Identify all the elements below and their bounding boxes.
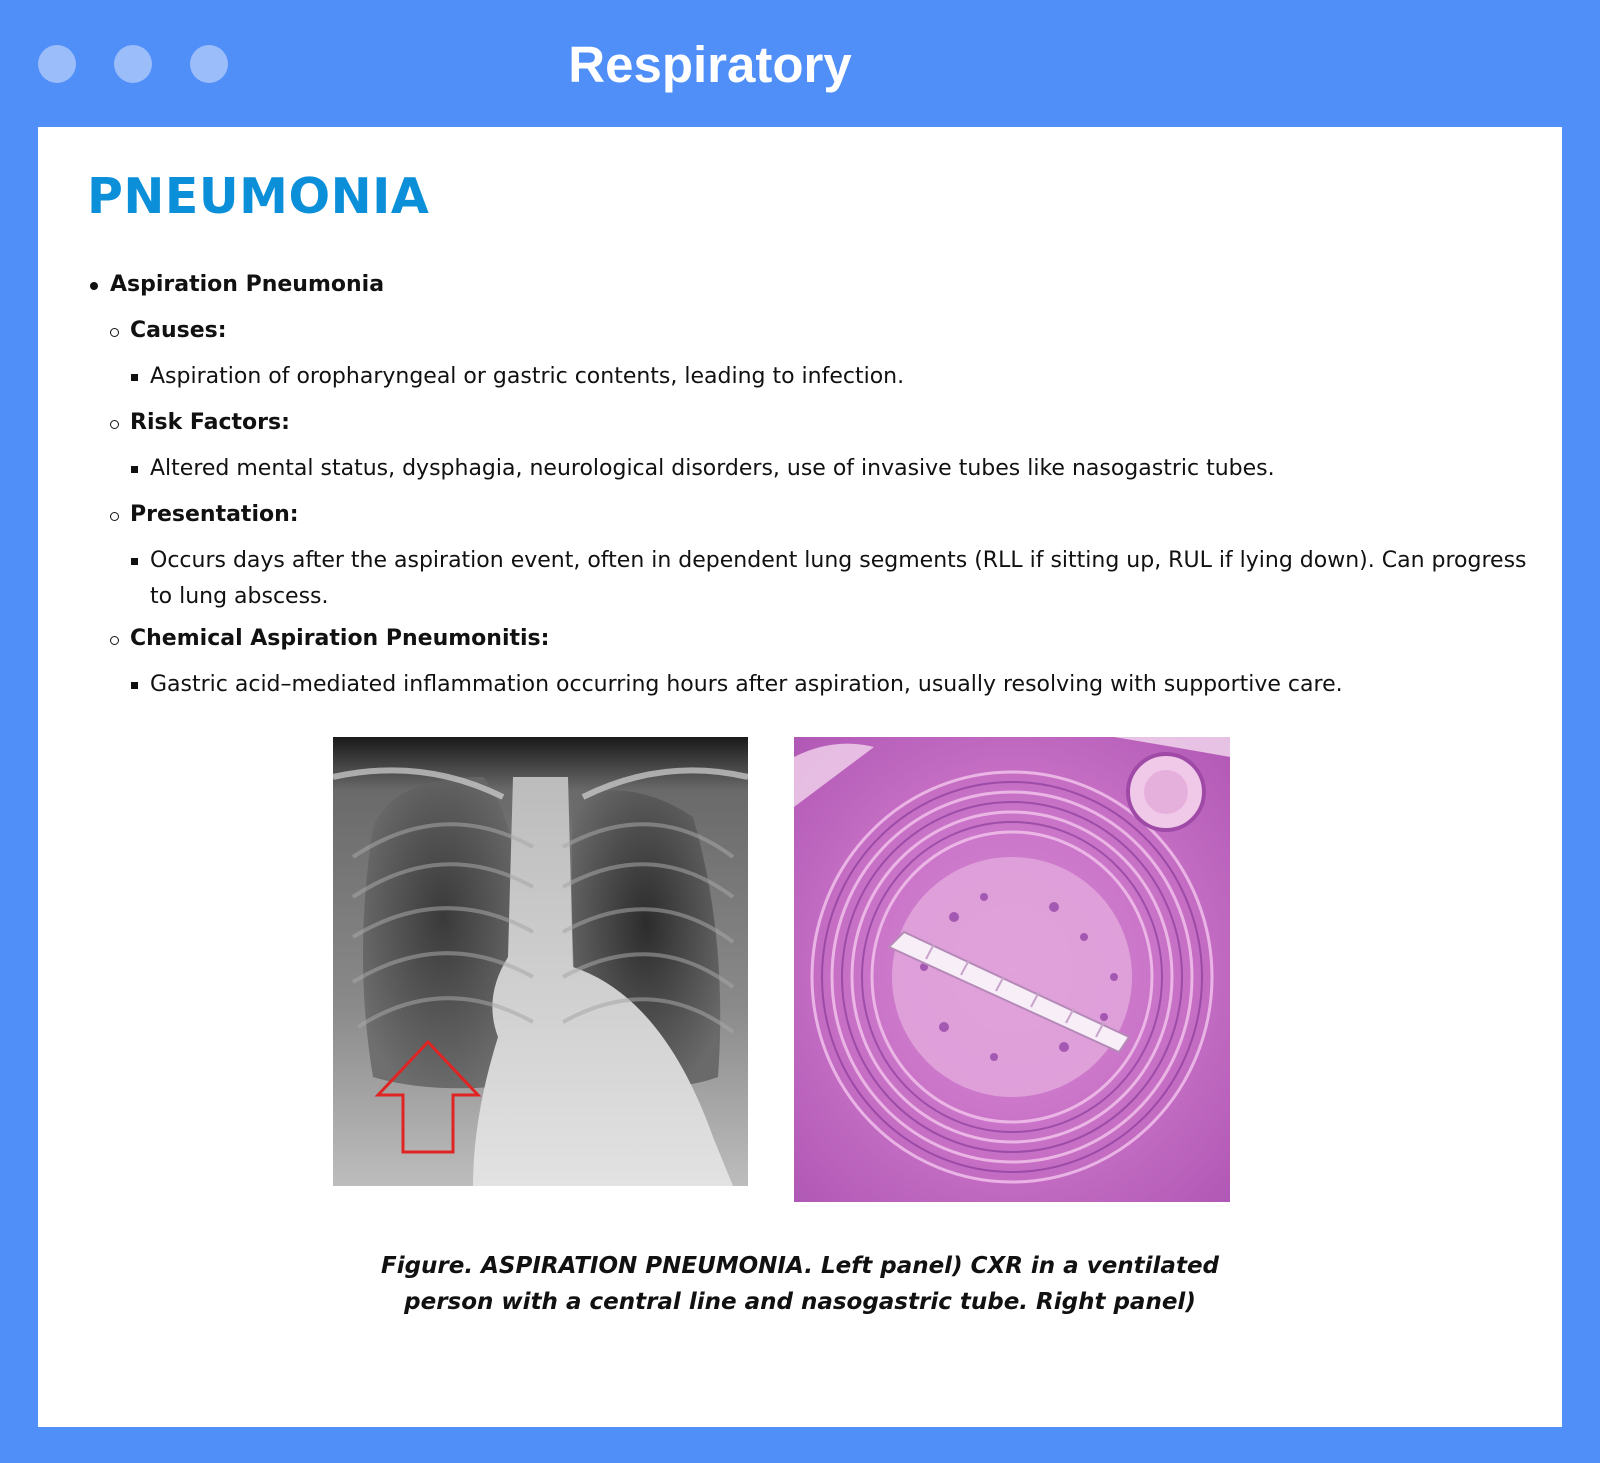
list-item-detail [88, 667, 1548, 703]
list-item-heading [88, 313, 1548, 349]
risk-factors-text: Altered mental status, dysphagia, neurological disorders, use of invasive tubes like nasogastric tubes. [150, 456, 1275, 481]
bullet-circle-icon [110, 328, 119, 337]
figure-caption [38, 1248, 1562, 1320]
presentation-text-line1: Occurs days after the aspiration event, often in dependent lung segments (RLL if sitting up, RUL if lying down). Can progress [150, 548, 1527, 573]
topic-label: Aspiration Pneumonia [110, 272, 385, 297]
section-heading-presentation: Presentation: [130, 502, 299, 527]
outline-list [88, 267, 1548, 713]
title-bar [0, 0, 1600, 127]
caption-line-2: person with a central line and nasogastric tube. Right panel) [404, 1289, 1196, 1315]
section-heading-risk-factors: Risk Factors: [130, 410, 290, 435]
content-panel [38, 127, 1562, 1427]
list-item-heading [88, 405, 1548, 441]
list-item-detail [88, 451, 1548, 487]
section-heading-chemical-pneumonitis: Chemical Aspiration Pneumonitis: [130, 626, 550, 651]
list-item-heading [88, 621, 1548, 657]
list-item-detail [88, 543, 1548, 615]
list-item-topic [88, 267, 1548, 303]
histology-image [794, 737, 1230, 1202]
caption-line-1: Figure. ASPIRATION PNEUMONIA. Left panel) CXR in a ventilated [380, 1253, 1220, 1279]
bullet-square-icon [131, 682, 138, 689]
window-title: Respiratory [568, 36, 852, 93]
page-title: PNEUMONIA [87, 168, 430, 225]
presentation-text-line2: to lung abscess. [150, 584, 329, 609]
bullet-circle-icon [110, 512, 119, 521]
section-heading-causes: Causes: [130, 318, 227, 343]
chest-xray-image [333, 737, 748, 1186]
bullet-circle-icon [110, 420, 119, 429]
bullet-square-icon [131, 374, 138, 381]
list-item-heading [88, 497, 1548, 533]
chemical-pneumonitis-text: Gastric acid–mediated inflammation occurring hours after aspiration, usually resolving with supportive care. [150, 672, 1343, 697]
bullet-circle-icon [110, 636, 119, 645]
causes-text: Aspiration of oropharyngeal or gastric contents, leading to infection. [150, 364, 905, 389]
bullet-square-icon [131, 558, 138, 565]
bullet-disc-icon [90, 282, 98, 290]
bullet-square-icon [131, 466, 138, 473]
list-item-detail [88, 359, 1548, 395]
